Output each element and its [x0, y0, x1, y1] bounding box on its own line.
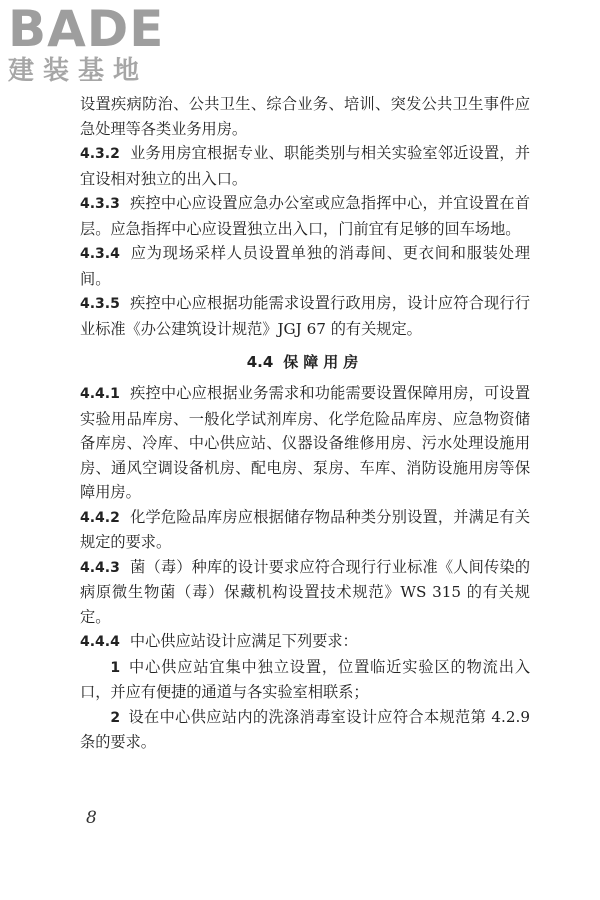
clause-number: 4.4.2: [80, 509, 120, 526]
clause-text: 中心供应站设计应满足下列要求：: [129, 632, 358, 650]
clause-number: 4.3.4: [80, 246, 120, 262]
section-heading: [80, 351, 530, 373]
paragraph-continuation: [80, 92, 530, 141]
list-item: [80, 705, 530, 755]
clause-4-4-4: [80, 629, 530, 655]
clause-4-3-3: [80, 191, 530, 241]
clause-4-4-2: [80, 505, 530, 555]
clause-4-3-4: [80, 241, 530, 291]
clause-text: 菌（毒）种库的设计要求应符合现行行业标准《人间传染的病原微生物菌（毒）保藏机构设置技术规范》WS 315 的有关规定。: [80, 557, 530, 626]
clause-text: 疾控中心应根据业务需求和功能需要设置保障用房，可设置实验用品库房、一般化学试剂库房、化学危险品库房、应急物资储备库房、冷库、中心供应站、仪器设备维修用房、污水处理设施用房、通风空调设备机房、配电房、泵房、车库、消防设施用房等保障用房。: [80, 384, 530, 501]
logo-subtitle: 建装基地: [8, 56, 149, 86]
clause-number: 4.4.3: [80, 559, 120, 576]
list-item: [80, 655, 530, 705]
page-number: 8: [86, 808, 97, 828]
clause-number: 4.4.1: [80, 386, 120, 402]
clause-number: 4.3.5: [80, 296, 120, 312]
clause-text: 业务用房宜根据专业、职能类别与相关实验室邻近设置，并宜设相对独立的出入口。: [80, 144, 530, 188]
clause-number: 4.3.3: [80, 196, 120, 212]
paragraph-text: 设置疾病防治、公共卫生、综合业务、培训、突发公共卫生事件应急处理等各类业务用房。: [80, 95, 530, 138]
list-item-text: 中心供应站宜集中独立设置，位置临近实验区的物流出入口，并应有便捷的通道与各实验室相联系；: [80, 657, 530, 701]
list-item-text: 设在中心供应站内的洗涤消毒室设计应符合本规范第 4.2.9 条的要求。: [80, 707, 530, 751]
document-body: [80, 92, 530, 755]
clause-4-3-2: [80, 141, 530, 191]
section-number: 4.4: [246, 353, 274, 371]
clause-text: 应为现场采样人员设置单独的消毒间、更衣间和服装处理间。: [80, 244, 530, 288]
clause-4-4-1: [80, 381, 530, 505]
bade-logo: [8, 0, 178, 90]
list-item-number: 1: [110, 659, 121, 676]
clause-number: 4.3.2: [80, 146, 120, 162]
logo-text: BADE: [8, 0, 165, 58]
clause-text: 疾控中心应设置应急办公室或应急指挥中心，并宜设置在首层。应急指挥中心应设置独立出入口，门前宜有足够的回车场地。: [80, 194, 530, 238]
clause-number: 4.4.4: [80, 634, 120, 650]
clause-text: 化学危险品库房应根据储存物品种类分别设置，并满足有关规定的要求。: [80, 507, 530, 551]
list-item-number: 2: [110, 709, 121, 726]
clause-4-4-3: [80, 555, 530, 630]
clause-4-3-5: [80, 291, 530, 341]
clause-text: 疾控中心应根据功能需求设置行政用房，设计应符合现行行业标准《办公建筑设计规范》JGJ 67 的有关规定。: [80, 294, 530, 338]
section-title: 保障用房: [283, 353, 364, 371]
